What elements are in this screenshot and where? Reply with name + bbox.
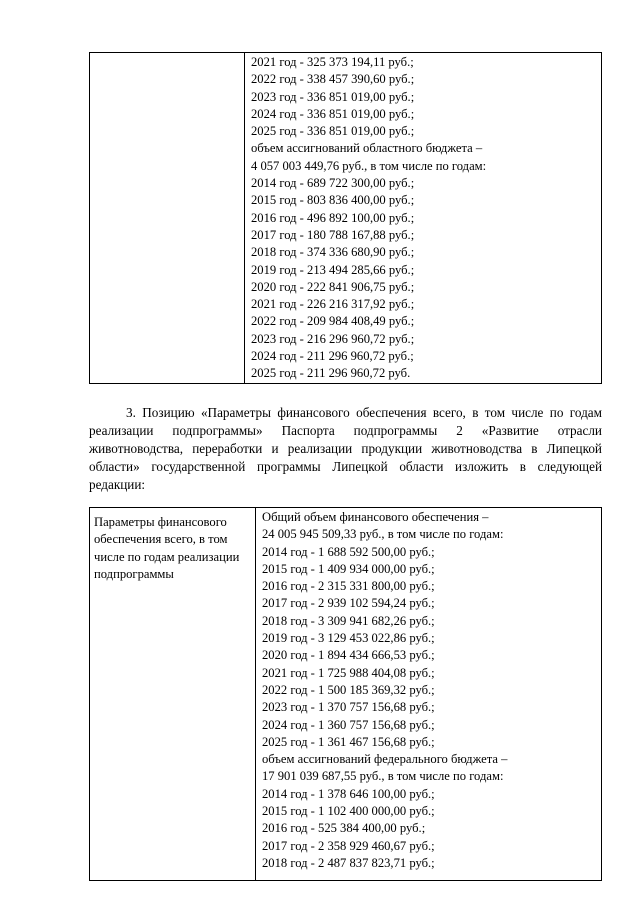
- funding-line: 24 005 945 509,33 руб., в том числе по годам:: [262, 527, 504, 542]
- left-cell-text: [90, 53, 244, 59]
- funding-line: 2016 год - 2 315 331 800,00 руб.;: [262, 579, 435, 594]
- funding-line: 2018 год - 374 336 680,90 руб.;: [251, 245, 415, 260]
- funding-line: 2021 год - 1 725 988 404,08 руб.;: [262, 665, 435, 680]
- funding-line: 2018 год - 2 487 837 823,71 руб.;: [262, 855, 435, 870]
- funding-line: объем ассигнований областного бюджета –: [251, 141, 483, 156]
- table-right-cell: [256, 508, 602, 881]
- funding-line: 2022 год - 209 984 408,49 руб.;: [251, 314, 415, 329]
- funding-line: 2022 год - 1 500 185 369,32 руб.;: [262, 682, 435, 697]
- funding-line: 2024 год - 336 851 019,00 руб.;: [251, 106, 415, 121]
- funding-line: 4 057 003 449,76 руб., в том числе по годам:: [251, 158, 487, 173]
- financing-parameters-table: [89, 507, 602, 881]
- funding-line: 2016 год - 496 892 100,00 руб.;: [251, 210, 415, 225]
- funding-line: Общий объем финансового обеспечения –: [262, 510, 489, 524]
- table-left-cell: [90, 508, 256, 881]
- funding-line: 2017 год - 180 788 167,88 руб.;: [251, 227, 415, 242]
- funding-lines: [245, 53, 601, 383]
- funding-line: 2014 год - 1 378 646 100,00 руб.;: [262, 786, 435, 801]
- funding-line: 2023 год - 216 296 960,72 руб.;: [251, 331, 415, 346]
- table-left-cell: [90, 53, 245, 384]
- funding-line: 2024 год - 211 296 960,72 руб.;: [251, 349, 414, 364]
- funding-lines: [256, 508, 601, 872]
- table-right-cell: [245, 53, 602, 384]
- funding-line: 2015 год - 1 409 934 000,00 руб.;: [262, 561, 435, 576]
- table-row: [90, 53, 602, 384]
- funding-line: 2022 год - 338 457 390,60 руб.;: [251, 72, 415, 87]
- funding-line: 2023 год - 1 370 757 156,68 руб.;: [262, 700, 435, 715]
- funding-line: 2021 год - 325 373 194,11 руб.;: [251, 55, 414, 69]
- funding-line: 2017 год - 2 939 102 594,24 руб.;: [262, 596, 435, 611]
- funding-line: 2021 год - 226 216 317,92 руб.;: [251, 297, 415, 312]
- funding-line: 2017 год - 2 358 929 460,67 руб.;: [262, 838, 435, 853]
- funding-line: 2014 год - 689 722 300,00 руб.;: [251, 176, 415, 191]
- funding-line: 17 901 039 687,55 руб., в том числе по годам:: [262, 769, 504, 784]
- funding-line: 2018 год - 3 309 941 682,26 руб.;: [262, 613, 435, 628]
- funding-line: 2024 год - 1 360 757 156,68 руб.;: [262, 717, 435, 732]
- funding-line: 2025 год - 211 296 960,72 руб.: [251, 366, 411, 381]
- funding-line: 2019 год - 3 129 453 022,86 руб.;: [262, 631, 435, 646]
- funding-line: 2025 год - 336 851 019,00 руб.;: [251, 124, 415, 139]
- financing-table-continued: [89, 52, 602, 384]
- funding-line: 2025 год - 1 361 467 156,68 руб.;: [262, 734, 435, 749]
- funding-line: 2020 год - 1 894 434 666,53 руб.;: [262, 648, 435, 663]
- funding-line: 2016 год - 525 384 400,00 руб.;: [262, 821, 426, 836]
- paragraph-text: 3. Позицию «Параметры финансового обеспечения всего, в том числе по годам реализации подпрограммы» Паспорта подпрограммы 2 «Развитие отрасли животноводства, переработки и реализации продукции животноводства в Липецкой области» государственной программы Липецкой области изложить в следующей редакции:: [89, 405, 602, 492]
- funding-line: объем ассигнований федерального бюджета –: [262, 752, 508, 767]
- funding-line: 2023 год - 336 851 019,00 руб.;: [251, 89, 415, 104]
- funding-line: 2015 год - 803 836 400,00 руб.;: [251, 193, 415, 208]
- table-row: [90, 508, 602, 881]
- amendment-paragraph: [89, 404, 602, 494]
- funding-line: 2020 год - 222 841 906,75 руб.;: [251, 279, 415, 294]
- funding-line: 2019 год - 213 494 285,66 руб.;: [251, 262, 415, 277]
- parameter-label: Параметры финансового обеспечения всего, в том числе по годам реализации подпрограммы: [94, 515, 240, 581]
- funding-line: 2015 год - 1 102 400 000,00 руб.;: [262, 804, 435, 819]
- funding-line: 2014 год - 1 688 592 500,00 руб.;: [262, 544, 435, 559]
